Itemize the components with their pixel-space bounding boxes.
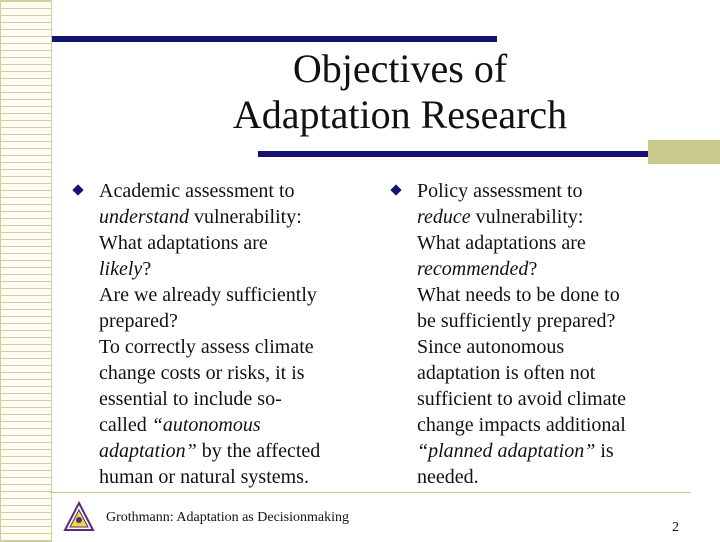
emphasis: likely	[99, 258, 143, 280]
text-line: human or natural systems.	[99, 466, 309, 488]
emphasis: “autonomous	[151, 414, 261, 436]
text-fragment: vulnerability:	[189, 206, 302, 228]
institute-logo-icon	[62, 500, 96, 534]
text-line: Are we already sufficiently	[99, 284, 317, 306]
bullet-text	[392, 178, 682, 490]
decorative-block-right	[648, 140, 720, 164]
text-line	[417, 256, 682, 282]
bullet-text	[74, 178, 369, 490]
footer-divider	[50, 492, 690, 493]
title-line-2: Adaptation Research	[232, 92, 568, 137]
text-fragment: is	[595, 440, 614, 462]
text-line: Since autonomous	[417, 336, 565, 358]
text-fragment: vulnerability:	[470, 206, 584, 228]
text-line: Academic assessment to	[99, 180, 295, 202]
title-rule-top	[52, 36, 497, 42]
text-line: What adaptations are	[417, 232, 586, 254]
emphasis: recommended	[417, 258, 529, 280]
text-fragment: called	[99, 414, 152, 436]
text-line: What needs to be done to	[417, 284, 620, 306]
bullet-academic-assessment	[74, 178, 369, 490]
text-line: change costs or risks, it is	[99, 362, 305, 384]
slide-title	[170, 46, 630, 138]
emphasis: reduce	[417, 206, 471, 228]
text-line	[417, 438, 682, 464]
text-line: be sufficiently prepared?	[417, 310, 616, 332]
text-line	[99, 412, 369, 438]
decorative-stripes-left	[0, 0, 52, 542]
text-line: adaptation is often not	[417, 362, 596, 384]
text-line: change impacts additional	[417, 414, 626, 436]
text-fragment: ?	[528, 258, 538, 280]
text-line	[99, 204, 369, 230]
title-line-1: Objectives of	[292, 46, 508, 91]
emphasis: “planned adaptation”	[417, 440, 596, 462]
text-line: needed.	[417, 466, 479, 488]
text-fragment: by the affected	[196, 440, 321, 462]
title-rule-bottom	[258, 151, 648, 157]
text-line: essential to include so-	[99, 388, 282, 410]
text-line	[99, 438, 369, 464]
text-line: sufficient to avoid climate	[417, 388, 627, 410]
text-line: Policy assessment to	[417, 180, 583, 202]
emphasis: adaptation”	[99, 440, 197, 462]
bullet-policy-assessment	[392, 178, 682, 490]
text-fragment: ?	[142, 258, 152, 280]
text-line: prepared?	[99, 310, 178, 332]
text-line: What adaptations are	[99, 232, 268, 254]
footer-text: Grothmann: Adaptation as Decisionmaking	[106, 510, 350, 525]
page-number: 2	[672, 520, 679, 535]
emphasis: understand	[99, 206, 189, 228]
text-line	[99, 256, 369, 282]
text-line	[417, 204, 682, 230]
text-line: To correctly assess climate	[99, 336, 314, 358]
